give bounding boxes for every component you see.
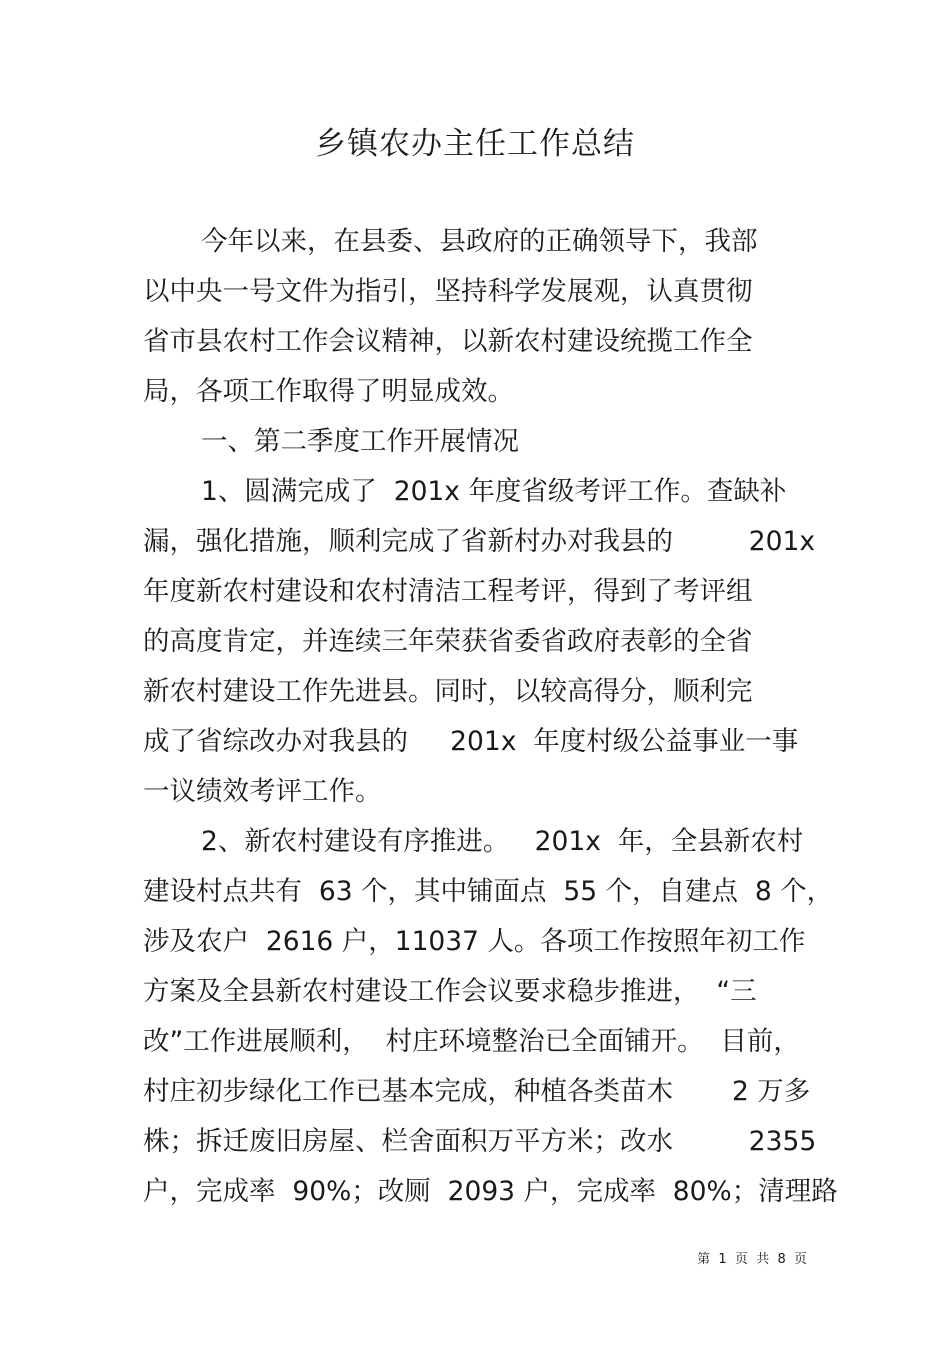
paragraph-line: 株；拆迁废旧房屋、栏舍面积万平方米；改水 2355: [143, 1126, 817, 1157]
paragraph-line: 1、圆满完成了 201x 年度省级考评工作。查缺补: [201, 476, 787, 507]
paragraph-line: 今年以来，在县委、县政府的正确领导下，我部: [201, 226, 758, 257]
paragraph-line: 涉及农户 2616 户，11037 人。各项工作按照年初工作: [143, 926, 806, 957]
paragraph-line: 方案及全县新农村建设工作会议要求稳步推进， “三: [143, 976, 757, 1007]
paragraph-line: 的高度肯定，并连续三年荣获省委省政府表彰的全省: [143, 626, 753, 657]
paragraph-line: 漏，强化措施，顺利完成了省新村办对我县的 201x: [143, 526, 816, 557]
document-title: 乡镇农办主任工作总结: [315, 126, 635, 162]
paragraph-line: 一议绩效考评工作。: [143, 776, 382, 807]
paragraph-line: 成了省综改办对我县的 201x 年度村级公益事业一事: [143, 726, 799, 757]
paragraph-line: 2、新农村建设有序推进。 201x 年，全县新农村: [201, 826, 804, 857]
paragraph-line: 省市县农村工作会议精神，以新农村建设统揽工作全: [143, 326, 753, 357]
paragraph-line: 以中央一号文件为指引，坚持科学发展观，认真贯彻: [143, 276, 753, 307]
paragraph-line: 改”工作进展顺利， 村庄环境整治已全面铺开。 目前，: [143, 1026, 800, 1057]
paragraph-line: 村庄初步绿化工作已基本完成，种植各类苗木 2 万多: [143, 1076, 811, 1107]
paragraph-line: 新农村建设工作先进县。同时，以较高得分，顺利完: [143, 676, 753, 707]
page-number-footer: 第 1 页 共 8 页: [697, 1252, 807, 1267]
paragraph-line: 建设村点共有 63 个，其中铺面点 55 个，自建点 8 个，: [143, 876, 834, 907]
paragraph-line: 年度新农村建设和农村清洁工程考评，得到了考评组: [143, 576, 753, 607]
paragraph-line: 局，各项工作取得了明显成效。: [143, 376, 514, 407]
paragraph-line: 户，完成率 90%；改厕 2093 户，完成率 80%；清理路: [143, 1176, 838, 1207]
section-heading: 一、第二季度工作开展情况: [201, 426, 519, 457]
